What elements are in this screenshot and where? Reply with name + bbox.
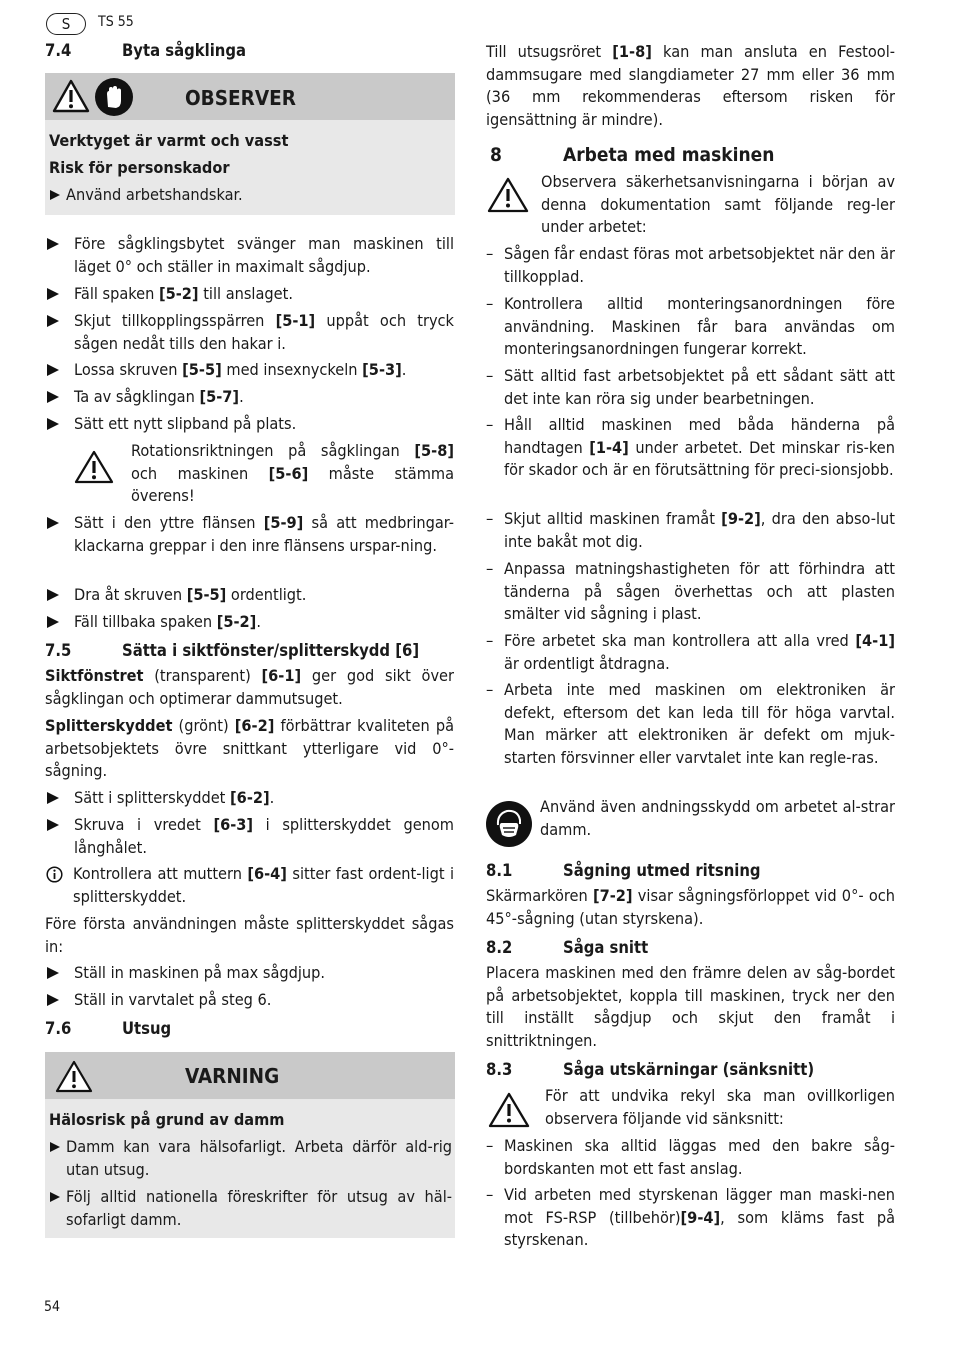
respirator-mask-icon bbox=[485, 800, 533, 848]
list-item: Ställ in maskinen på max sågdjup. bbox=[47, 962, 454, 984]
info-icon bbox=[46, 866, 63, 883]
list-item: Sätt i den yttre flänsen [5-9] så att medbringar-klackarna greppar i den inre flänsens urspar-ning. bbox=[47, 512, 454, 580]
list-item: – Före arbetet ska man kontrollera att alla vred [4-1] är ordentligt åtdragna. bbox=[486, 631, 895, 673]
bullet-arrow bbox=[50, 190, 60, 200]
list-item: – Sågen får endast föras mot arbetsobjektet när den är tillkopplad. bbox=[486, 244, 895, 286]
info-text: Kontrollera att muttern [6-4] sitter fast ordent-ligt i splitterskyddet. bbox=[73, 864, 454, 906]
section-8-1-heading: 8.1 Sågning utmed ritsning bbox=[486, 861, 761, 880]
varning-bullet-2: Följ alltid nationella föreskrifter för utsug av häl-sofarligt damm. bbox=[66, 1187, 452, 1229]
varning-line1: Hälosrisk på grund av damm bbox=[49, 1110, 285, 1129]
list-item: Ställ in varvtalet på steg 6. bbox=[47, 989, 454, 1011]
warning-triangle-icon bbox=[487, 177, 529, 213]
list-item: Fäll spaken [5-2] till anslaget. bbox=[47, 283, 454, 305]
observer-line1: Verktyget är varmt och vasst bbox=[49, 131, 289, 150]
rotation-warning-text: Rotationsriktningen på sågklingan [5-8] och maskinen [5-6] måste stämma överens! bbox=[131, 441, 454, 505]
list-item: – Anpassa matningshastigheten för att förhindra att tänderna på sågen överhettas och att plasten smälter vid sågning i plast. bbox=[486, 559, 895, 623]
list-item: – Arbeta inte med maskinen om elektroniken är defekt, eftersom det kan leda till för höga varvtal. Man märker att elektroniken är defekt om mjuk-starten försvinner eller varvtalet inte kan regle-ras. bbox=[486, 680, 895, 767]
list-item: – Kontrollera alltid monteringsanordningen före användning. Maskinen får bara användas om monteringsanordningen fungerar korrekt. bbox=[486, 294, 895, 358]
list-item: Före sågklingsbytet svänger man maskinen till läget 0° och ställer in maximalt sågdjup. bbox=[47, 233, 454, 278]
gloves-icon bbox=[94, 77, 134, 117]
list-item: Skruva i vredet [6-3] i splitterskyddet genom långhålet. bbox=[47, 814, 454, 859]
list-item: Skjut tillkopplingsspärren [5-1] uppåt och tryck sågen nedåt tills den hakar i. bbox=[47, 310, 454, 355]
list-item: – Skjut alltid maskinen framåt [9-2], dra den abso-lut inte bakåt mot dig. bbox=[486, 509, 895, 551]
bullet-arrow bbox=[50, 1142, 60, 1152]
s83-warning-text: För att undvika rekyl ska man ovillkorligen observera följande vid sänksnitt: bbox=[545, 1086, 895, 1128]
observer-title: OBSERVER bbox=[185, 86, 296, 110]
varning-bullet-1: Damm kan vara hälsofarligt. Arbeta därför ald-rig utan utsug. bbox=[66, 1137, 452, 1179]
s75-paragraph-1: Siktfönstret (transparent) [6-1] ger god sikt över sågklingan och optimerar dammutsuget. bbox=[45, 666, 454, 708]
section-8-3-heading: 8.3 Såga utskärningar (sänksnitt) bbox=[486, 1060, 815, 1079]
list-item: – Sätt alltid fast arbetsobjektet på ett sådant sätt att det inte kan röra sig under bearbetningen. bbox=[486, 366, 895, 408]
s8-warning-text: Observera säkerhetsanvisningarna i början av denna dokumentation samt följande reg-ler under arbetet: bbox=[541, 172, 895, 236]
intro-paragraph: Till utsugsröret [1-8] kan man ansluta en Festool-dammsugare med slangdiameter 27 mm eller 36 mm (36 mm rekommenderas eftersom risken för igensättning är mindre). bbox=[486, 42, 895, 129]
s75-paragraph-2: Splitterskyddet (grönt) [6-2] förbättrar kvaliteten på arbetsobjektets övre snittkant ytterligare vid 0°-sågning. bbox=[45, 716, 454, 780]
page-number: 54 bbox=[44, 1299, 61, 1315]
list-item: – Maskinen ska alltid läggas med den bakre såg-bordskanten mot ett fast anslag. bbox=[486, 1136, 895, 1178]
s82-paragraph: Placera maskinen med den främre delen av såg-bordet på arbetsobjektet, koppla till maskinen, tryck ner den till inställt sågdjup och skjut den framåt i snittriktningen. bbox=[486, 963, 895, 1050]
list-item: Dra åt skruven [5-5] ordentligt. bbox=[47, 584, 454, 606]
list-item: Sätt ett nytt slipband på plats. bbox=[47, 413, 454, 435]
observer-bullet: Använd arbetshandskar. bbox=[66, 185, 243, 204]
list-item: – Vid arbeten med styrskenan lägger man maski-nen mot FS-RSP (tillbehör)[9-4], som kläms fast på styrskenan. bbox=[486, 1185, 896, 1249]
list-item: – Håll alltid maskinen med båda händerna på handtagen [1-4] under arbetet. Det minskar ris-ken för skador och är en förutsättning för preci-sionsjobb. bbox=[486, 415, 895, 479]
warning-triangle-icon bbox=[55, 1060, 93, 1093]
list-item: Fäll tillbaka spaken [5-2]. bbox=[47, 611, 454, 633]
varning-title: VARNING bbox=[185, 1064, 280, 1088]
section-8-2-heading: 8.2 Såga snitt bbox=[486, 938, 649, 957]
bullet-arrow bbox=[50, 1192, 60, 1202]
warning-triangle-icon bbox=[488, 1092, 530, 1128]
model-label: TS 55 bbox=[98, 14, 134, 30]
section-8-heading: 8 Arbeta med maskinen bbox=[490, 144, 775, 166]
warning-triangle-icon bbox=[52, 79, 90, 113]
list-item: Sätt i splitterskyddet [6-2]. bbox=[47, 787, 454, 809]
list-item: Ta av sågklingan [5-7]. bbox=[47, 386, 454, 408]
observer-line2: Risk för personskador bbox=[49, 158, 230, 177]
list-item: Lossa skruven [5-5] med insexnyckeln [5-3]. bbox=[47, 359, 454, 381]
warning-triangle-icon bbox=[74, 450, 114, 484]
section-7-4-heading: 7.4 Byta sågklinga bbox=[45, 41, 246, 60]
section-7-5-heading: 7.5 Sätta i siktfönster/splitterskydd [6] bbox=[45, 641, 420, 660]
section-7-6-heading: 7.6 Utsug bbox=[45, 1019, 172, 1038]
s75-paragraph-3: Före första användningen måste splitterskyddet sågas in: bbox=[45, 914, 454, 956]
mask-note: Använd även andningsskydd om arbetet al-strar damm. bbox=[540, 797, 895, 839]
language-badge: S bbox=[46, 13, 86, 35]
s81-paragraph: Skärmarkören [7-2] visar sågningsförloppet vid 0°- och 45°-sågning (utan styrskena). bbox=[486, 886, 895, 928]
